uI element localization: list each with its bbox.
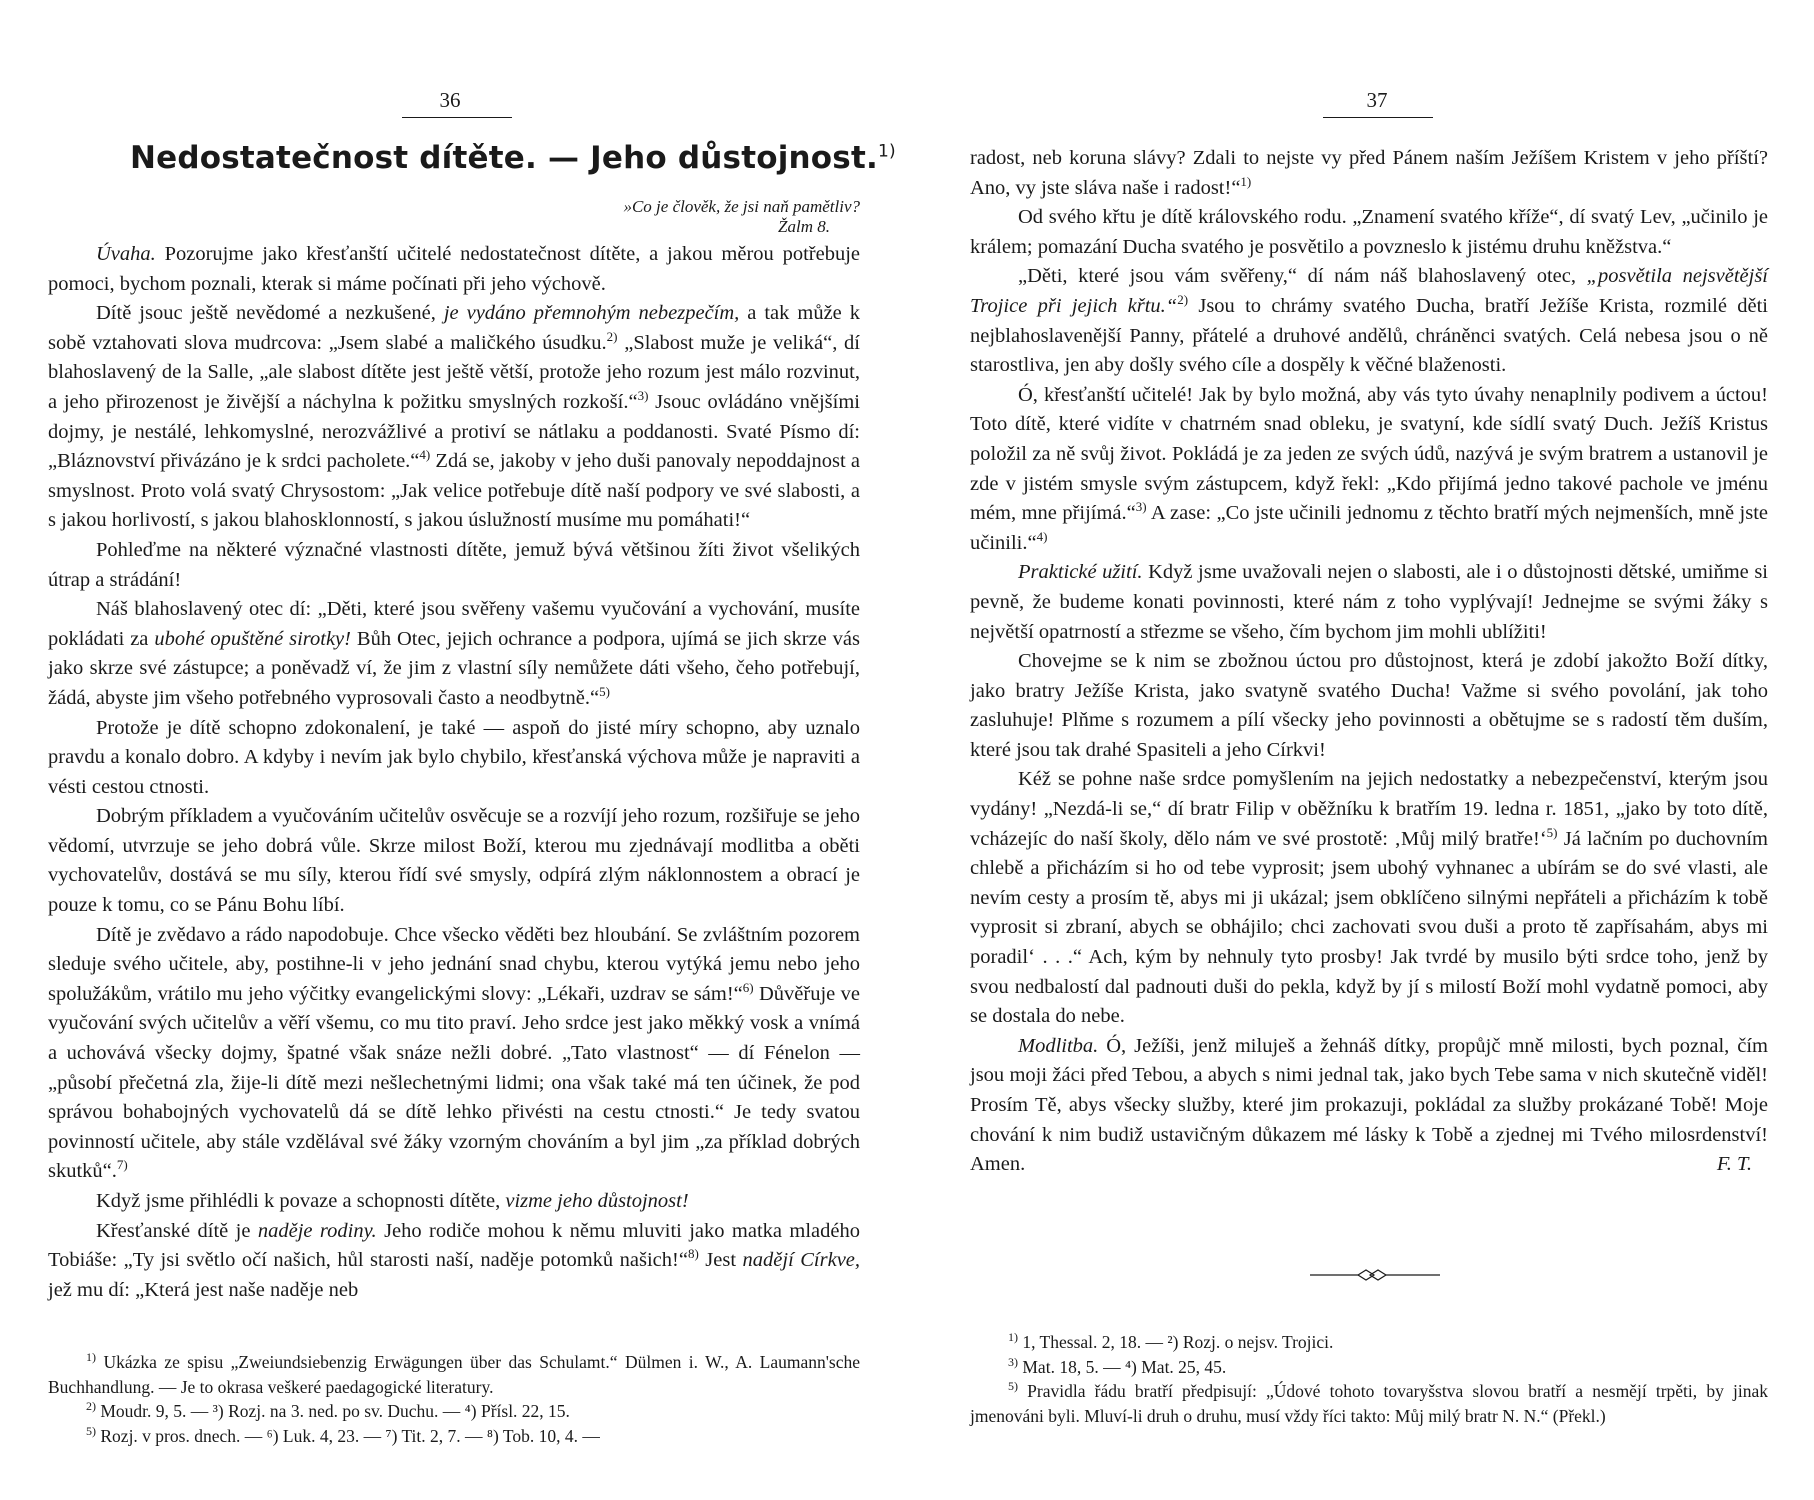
- epigraph-quote: »Co je člověk, že jsi naň pamětliv?: [623, 197, 860, 216]
- paragraph: [48, 1217, 860, 1306]
- paragraph-text: Ó, Ježíši, jenž miluješ a žehnáš dítky, propůjč mně milosti, bych poznal, čím jsou moji žáci před Tebou, a abych s nimi jednal tak, jako bych Tebe sama v nich skutečně viděl! Prosím Tě, abys všecky služby, které jim prokazuji, pokládal za služby prokázané Tobě! Moje chování k nim budiž ustavičným důkazem mé lásky k Tobě a zjednej mi Tvého milosrdenství! Amen.: [970, 1034, 1768, 1176]
- paragraph-text: Křesťanské dítě je: [96, 1219, 251, 1242]
- epigraph-source: Žalm 8.: [778, 217, 830, 236]
- footnote: [970, 1379, 1768, 1428]
- paragraph-text: „Děti, které jsou vám svěřeny,“ dí nám náš blahoslavený otec,: [1018, 265, 1576, 288]
- page-number: 36: [439, 88, 461, 112]
- paragraph: [970, 765, 1768, 1031]
- footnote-mark: 1): [86, 1350, 96, 1365]
- paragraph-text: Ó, křesťanští učitelé! Jak by bylo možná, aby vás tyto úvahy nenaplnily podivem a úctou! Toto dítě, které vidíte v chatrném snad obleku, je svatyní, kde sídlí svatý Duch. Ježíš Kristus položil za ně svůj život. Pokládá je za jeden ze svých údů, nazývá je svým bratrem a ustanovil je zde v jistém smysle svým zástupcem, když řekl: „Kdo přijímá jedno takové pachole ve jménu mém, mne přijímá.“: [970, 383, 1768, 525]
- right-body-text: [970, 144, 1768, 1180]
- footnote-mark: 2): [86, 1399, 96, 1414]
- footnotes: [48, 1350, 860, 1448]
- footnote-text: 1, Thessal. 2, 18. — ²) Rozj. o nejsv. Trojici.: [1022, 1332, 1334, 1352]
- paragraph-text: Náš blahoslavený otec dí: „Děti, které jsou svěřeny vašemu vyučování a vychování, musíte pokládati za: [48, 598, 860, 650]
- paragraph-text: a tak může k sobě vztahovati slova mudrcova: „Jsem slabé a maličkého úsudku.: [48, 302, 860, 354]
- footnote-ref: 3): [637, 388, 649, 404]
- footnote: [48, 1350, 860, 1399]
- paragraph: [48, 240, 860, 299]
- paragraph: [970, 1032, 1768, 1180]
- footnote-ref: 2): [1177, 292, 1189, 308]
- paragraph-text: A zase: „Co jste učinili jednomu z těchto bratří mých nejmenších, mně jste učinili.“: [970, 502, 1768, 554]
- paragraph-text: Důvěřuje ve vyučování svých učitelův a věří všemu, co mu tito praví. Jeho srdce jest jako měkký vosk a vnímá a uchovává všecky dojmy, špatné však snáze nežli dobré. „Tato vlastnost“ — dí Fénelon — „působí přečetná zla, žije-li dítě mezi nešlechetnými lidmi; ona však také má ten účinek, že pod správou bohabojných vychovatelů dá se dítě lehko přivésti na cestu ctnosti.“ Je tedy svatou povinností učitele, aby stále vzdělával své žáky vzorným chováním a byl jim „za příklad dobrých skutků“.: [48, 982, 861, 1183]
- paragraph: Chovejme se k nim se zbožnou úctou pro důstojnost, která je zdobí jakožto Boží dítky, jako bratry Ježíše Krista, jako svatyně svatého Ducha! Važme si svého povolání, jak toho zasluhuje! Plňme s rozumem a pílí všecky jeho povinnosti a obětujme se s radostí těm duším, které jsou tak drahé Spasiteli a jeho Církvi!: [970, 650, 1768, 761]
- paragraph: [970, 144, 1768, 203]
- footnote-mark: 3): [1008, 1354, 1018, 1369]
- paragraph: [48, 299, 860, 536]
- footnote-mark: 5): [1008, 1379, 1018, 1394]
- paragraph-text: jež mu dí: „Která jest naše naděje neb: [48, 1278, 359, 1301]
- paragraph-text: Když jsme uvažovali nejen o slabosti, ale i o důstojnosti dětské, umiňme si pevně, že budeme konati povinnosti, které nám z toho vyplývají! Jednejme se svými žáky s největší opatrností a střezme se všeho, čím bychom jim mohli ublížiti!: [970, 561, 1768, 643]
- footnote-ref: 4): [1036, 528, 1048, 544]
- paragraph: [970, 262, 1768, 380]
- footnote: [970, 1330, 1768, 1355]
- paragraph: Pohleďme na některé význačné vlastnosti dítěte, jemuž bývá většinou žíti život všelikých útrap a strádání!: [48, 538, 860, 591]
- paragraph-text: Bůh Otec, jejich ochrance a podpora, ujímá se jich skrze vás jako skrze své zástupce; a poněvadž ví, že jim z vlastní síly nemůžete dáti všeho, čeho potřebují, žádá, abyste jim všeho potřebného vyprosovali často a neodbytně.“: [48, 627, 861, 709]
- emphasis: vizme jeho důstojnost!: [505, 1190, 689, 1212]
- paragraph: [48, 1187, 860, 1217]
- footnote-ref: 5): [599, 684, 610, 700]
- emphasis: je vydáno přemnohým nebezpečím,: [443, 302, 740, 325]
- footnote-ref: 7): [116, 1157, 128, 1173]
- footnote-ref: 6): [742, 980, 754, 996]
- footnote-text: Mat. 18, 5. — ⁴) Mat. 25, 45.: [1022, 1356, 1227, 1377]
- footnote-ref: 2): [606, 328, 618, 344]
- paragraph-text: Jsou to chrámy svatého Ducha, bratří Ježíše Krista, rozmilé děti nejblahoslavenější Panny, přátelé a druhové andělů, chráněnci svatých. Celá nebesa jsou o ně starostliva, jen aby došly svého cíle a dospěly k věčné blaženosti.: [970, 294, 1768, 377]
- footnote: [48, 1399, 860, 1424]
- paragraph: Dobrým příkladem a vyučováním učitelův osvěcuje se a rozvíjí jeho rozum, rozšiřuje se jeho vědomí, utvrzuje se jeho dobrá vůle. Skrze milost Boží, kterou mu zjednávají modlitba a oběti vychovatelův, dostává se mu síly, kterou řídí své smysly, odpírá zlým náklonnostem a obrací je pouze k tomu, co se Pánu Bohu líbí.: [48, 805, 860, 917]
- epigraph: [460, 197, 860, 237]
- footnote-text: Rozj. v pros. dnech. — ⁶) Luk. 4, 23. — ⁷) Tit. 2, 7. — ⁸) Tob. 10, 4. —: [100, 1425, 600, 1446]
- emphasis: nadějí Církve,: [742, 1249, 861, 1272]
- signature: F. T.: [1716, 1153, 1752, 1176]
- footnote-ref: 1): [877, 141, 896, 162]
- footnote: [970, 1355, 1768, 1380]
- paragraph: Od svého křtu je dítě královského rodu. „Znamení svatého kříže“, dí svatý Lev, „učinilo je králem; pomazání Ducha svatého je posvětilo a povzneslo k jistému druhu kněžstva.“: [970, 206, 1768, 258]
- paragraph-text: radost, neb koruna slávy? Zdali to nejste vy před Pánem naším Ježíšem Kristem v jeho příští? Ano, vy jste sláva naše i radost!“: [970, 147, 1768, 199]
- emphasis: ubohé opuštěné sirotky!: [154, 627, 351, 650]
- paragraph: Protože je dítě schopno zdokonalení, je také — aspoň do jisté míry schopno, aby uznalo pravdu a konalo dobro. A kdyby i nevím jak bylo chybilo, křesťanská výchova může je napraviti a vésti cestou ctnosti.: [48, 716, 860, 798]
- footnote-ref: 5): [1546, 824, 1558, 840]
- footnote-text: Moudr. 9, 5. — ³) Rozj. na 3. ned. po sv. Duchu. — ⁴) Přísl. 22, 15.: [100, 1401, 570, 1421]
- section-label: Úvaha.: [96, 243, 156, 265]
- paragraph-text: Zdá se, jakoby v jeho duši panovaly nepoddajnost a smyslnost. Proto volá svatý Chrysostom: „Jak velice potřebuje dítě naší podpory ve své slabosti, a s jakou horlivostí, s jakou blahosklonností, s jakou úslužností musíme mu pomáhati!“: [48, 450, 860, 532]
- paragraph: [48, 595, 860, 713]
- paragraph-text: Dítě jsouc ještě nevědomé a nezkušené,: [96, 302, 436, 325]
- footnote-ref: 4): [419, 447, 431, 463]
- footnotes: [970, 1330, 1768, 1428]
- paragraph-text: „Slabost muže je veliká“, dí blahoslavený de la Salle, „ale slabost dítěte jest ještě větší, protože jeho rozum jest málo rozvinut, a jeho přirozenost je živější a náchylna k požitku smyslných rozkoší.“: [48, 331, 861, 413]
- paragraph: [48, 921, 860, 1187]
- left-body-text: [48, 240, 860, 1305]
- paragraph-text: Dítě je zvědavo a rádo napodobuje. Chce všecko věděti bez hloubání. Se zvláštním pozorem sleduje svého učitele, aby, postihne-li v jeho jednání snad chybu, kterou vytýká jemu nebo jeho spolužákům, vrátilo mu jeho výčitky evangelickými slovy: „Lékaři, uzdrav se sám!“: [48, 923, 860, 1005]
- paragraph-text: Jest: [698, 1249, 737, 1272]
- page-number-rule: [1323, 117, 1433, 118]
- page-number-rule: [402, 117, 512, 118]
- paragraph: [970, 558, 1768, 647]
- page-number: 37: [1366, 88, 1388, 112]
- paragraph-text: Já lačním po duchovním chlebě a přicházím si ho od tebe vyprosit; jsem ubohý vyhnanec a ubírám se do své vlasti, ale nevím cesty a prosím tě, abys mi ji ukázal; jsem obklíčeno silnými nepřáteli a přicházím k tobě vyprosit si zbraní, abych se obhájilo; chci zachovati svou duši a proto tě zapřísahám, abys mi poradil‘ . . .“ Ach, kým by nehnuly tyto prosby! Jak tvrdé by musilo býti srdce toho, jenž by svou nedbalostí dal padnouti duši do pekla, když by jí s milostí Boží mohl vydatně pomoci, aby se dostala do nebe.: [970, 827, 1769, 1028]
- footnote-ref: 3): [1135, 499, 1147, 515]
- footnote-mark: 1): [1008, 1330, 1018, 1345]
- emphasis: „posvětila nejsvětější Trojice při jejich křtu.“: [970, 265, 1769, 317]
- left-page: [40, 0, 896, 1500]
- paragraph: [970, 381, 1768, 559]
- footnote-mark: 5): [86, 1423, 96, 1438]
- footnote-ref: 8): [687, 1246, 699, 1262]
- paragraph-text: Jsouc ovládáno vnějšími dojmy, je nestálé, lehkomyslné, nerozvážlivé a protiví se nátlaku a poddanosti. Svaté Písmo dí: „Bláznovství přivázáno je k srdci pacholete.“: [48, 390, 860, 473]
- chapter-title-text: Nedostatečnost dítěte. — Jeho důstojnost.: [130, 140, 878, 176]
- footnote: [48, 1424, 860, 1449]
- footnote-text: Ukázka ze spisu „Zweiundsiebenzig Erwägungen über das Schulamt.“ Dülmen i. W., A. Laumann'sche Buchhandlung. — Je to okrasa veškeré paedagogické literatury.: [48, 1352, 860, 1397]
- chapter-title: [130, 140, 896, 176]
- right-page: [970, 0, 1790, 1500]
- paragraph-text: Pozorujme jako křesťanští učitelé nedostatečnost dítěte, a jakou měrou potřebuje pomoci, bychom poznali, kterak si máme počínati při jeho výchově.: [48, 243, 860, 295]
- paragraph-text: Jeho rodiče mohou k němu mluviti jako matka mladého Tobiáše: „Ty jsi světlo očí našich, hůl starosti naší, naděje potomků našich!“: [48, 1219, 860, 1272]
- section-label: Modlitba.: [1018, 1034, 1099, 1057]
- paragraph-text: Když jsme přihlédli k povaze a schopnosti dítěte,: [96, 1190, 501, 1212]
- section-label: Praktické užití.: [1018, 561, 1143, 584]
- footnote-ref: 1): [1240, 173, 1252, 189]
- footnote-text: Pravidla řádu bratří předpisují: „Údové tohoto tovaryšstva slovou bratří a nesmějí trpěti, by jinak jmenováni byli. Mluví-li druh o druhu, musí vždy říci takto: Můj milý bratr N. N.“ (Překl.): [970, 1381, 1768, 1426]
- end-ornament-icon: [1310, 1268, 1440, 1282]
- paragraph-text: Kéž se pohne naše srdce pomyšlením na jejich nedostatky a nebezpečenství, kterým jsou vydány! „Nezdá-li se,“ dí bratr Filip v oběžníku k bratřím 19. ledna r. 1851, „jako by toto dítě, vcházejíc do naší školy, dělo nám ve své prostotě: ‚Můj milý bratře!‘: [970, 768, 1768, 850]
- emphasis: naděje rodiny.: [257, 1219, 377, 1242]
